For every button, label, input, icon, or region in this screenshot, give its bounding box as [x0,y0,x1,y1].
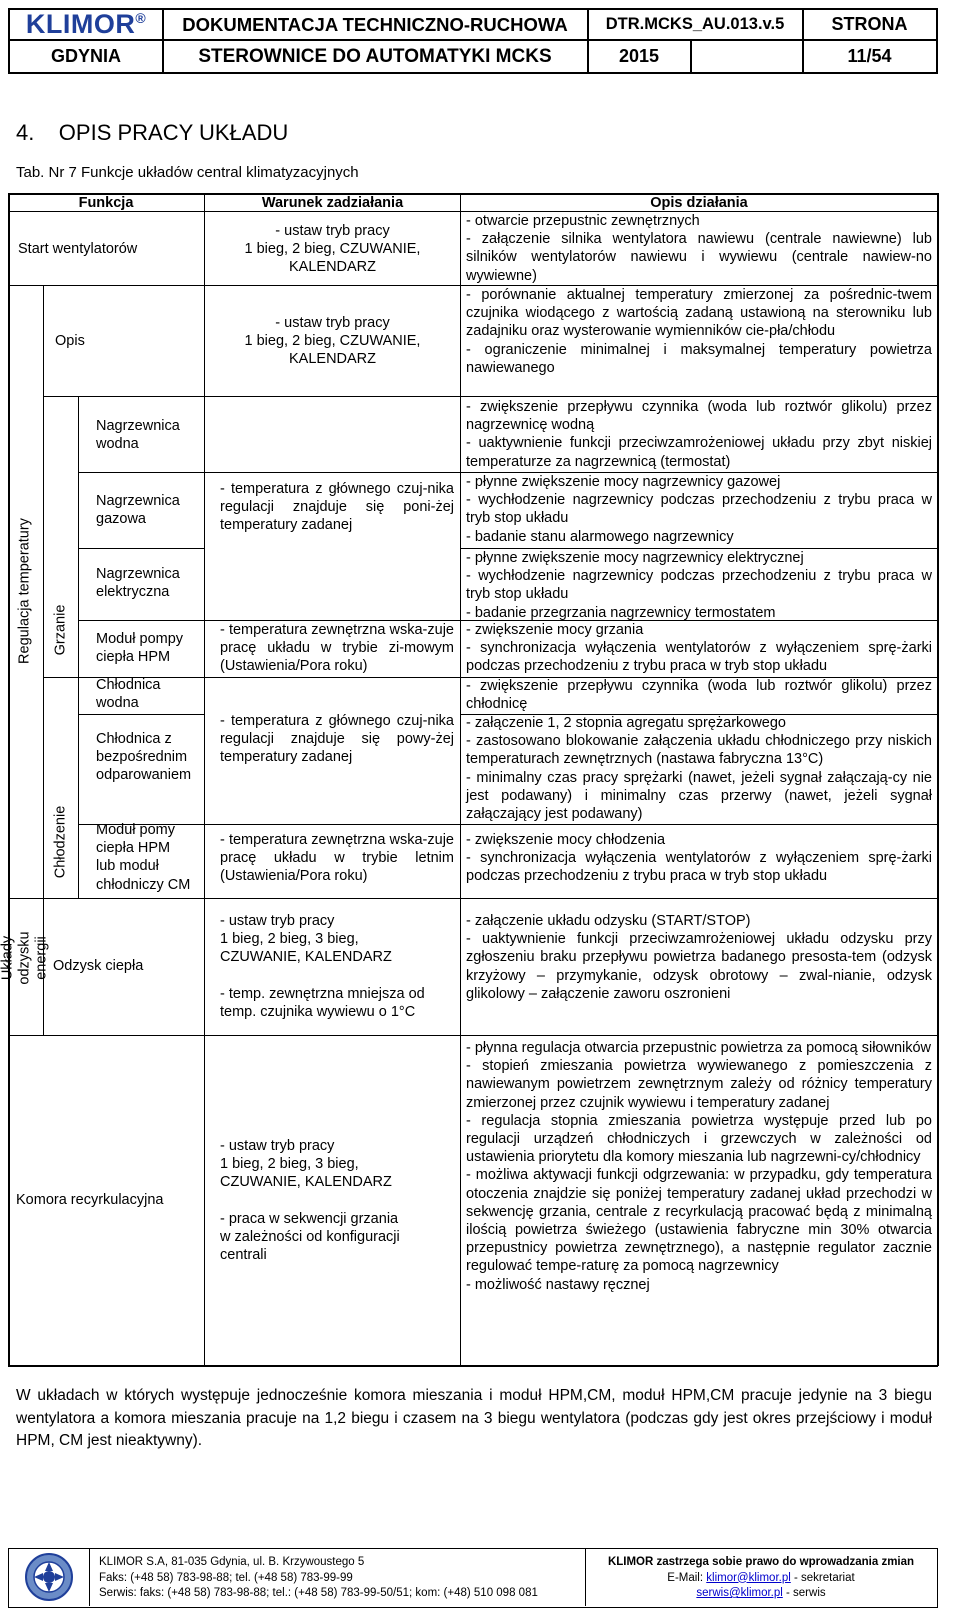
email-link-serwis[interactable]: serwis@klimor.pl [696,1587,783,1599]
page-label: STRONA [831,14,908,34]
col-header-opis: Opis działania [650,195,748,211]
row-hpm-cm-chlodzenie-condition: - temperatura zewnętrzna wska-zuje pracę układu w trybie letnim (Ustawienia/Pora roku) [220,832,454,885]
city-label: GDYNIA [50,46,121,66]
footer-serwis: Serwis: faks: (+48 58) 783-98-88; tel.: (+48 58) 783-99-50/51; kom: (+48) 510 098 081 [99,1587,538,1599]
row-odzysk-condition: - ustaw tryb pracy 1 bieg, 2 bieg, 3 bieg, CZUWANIE, KALENDARZ - temp. zewnętrzna mniejsza od temp. czujnika wywiewu o 1°C [220,913,425,1021]
row-opis-name: Opis [55,333,85,349]
document-header [8,8,938,74]
row-nagrzewnica-elektryczna-description: - płynne zwiększenie mocy nagrzewnicy elektrycznej - wychłodzenie nagrzewnicy podczas przechodzeniu z trybu praca w tryb stop układu - badanie przegrzania nagrzewnicy termostatem [466,550,932,621]
footer-rights: KLIMOR zastrzega sobie prawo do wprowadzania zmian [607,1556,915,1568]
condition-grzanie: - temperatura z głównego czuj-nika regulacji znajduje się poni-żej temperatury zadanej [220,481,454,534]
condition-chlodzenie: - temperatura z głównego czuj-nika regulacji znajduje się powy-żej temperatury zadanej [220,713,454,766]
footer-email-label: E-Mail: [667,1571,704,1584]
footer-right [586,1555,936,1602]
footer-address: KLIMOR S.A, 81-035 Gdynia, ul. B. Krzywoustego 5 [99,1556,365,1568]
section-title: 4. OPIS PRACY UKŁADU [16,120,289,145]
doc-title: DOKUMENTACJA TECHNICZNO-RUCHOWA [182,13,568,35]
row-nagrzewnica-wodna-name: Nagrzewnica wodna [96,418,180,453]
note-paragraph: W układach w których występuje jednocześnie komora mieszania i moduł HPM,CM, moduł HPM,CM pracuje jedynie na 3 biegu wentylatora a komora mieszania pracuje na 1,2 biegu i czasem na 3 biegu wentylatora (podczas gdy jest okres przejściowy i moduł HPM, CM jest nieaktywny). [16,1387,932,1449]
row-odzysk-description: - załączenie układu odzysku (START/STOP) - uaktywnienie funkcji przeciwzamrożeniowej układu odzysku przy zgłoszeniu braku przepływu powietrza badanego presosta-tem (odzysk krzyżowy – przymykanie, odzysk obrotowy – zwal-nianie, odzysk glikolowy – załączenie zaworu oszronieni [466,913,932,1002]
document-footer [8,1548,938,1608]
row-nagrzewnica-elektryczna-name: Nagrzewnica elektryczna [96,566,180,601]
row-nagrzewnica-gazowa-description: - płynne zwiększenie mocy nagrzewnicy gazowej - wychłodzenie nagrzewnicy podczas przechodzeniu z trybu praca w tryb stop układu - badanie stanu alarmowego nagrzewnicy [466,474,932,545]
col-header-warunek: Warunek zadziałania [261,195,404,211]
row-start-name: Start wentylatorów [18,241,138,257]
row-hpm-grzanie-condition: - temperatura zewnętrzna wska-zuje pracę układu w trybie zi-mowym (Ustawienia/Pora roku) [220,622,454,675]
row-komora-name: Komora recyrkulacyjna [16,1192,164,1208]
email-link-sekretariat[interactable]: klimor@klimor.pl [706,1571,791,1584]
row-chlodnica-bezposrednia-name: Chłodnica z bezpośrednim odparowaniem [96,731,192,784]
row-komora-description: - płynna regulacja otwarcia przepustnic powietrza za pomocą siłowników - stopień zmieszania powietrza wywiewanego z pomieszczenia z nawiewanym powietrzem zewnętrznym zależy od różnicy temperatury zmierzonej przez czujnik wywiewu i temperatury zadanej - regulacja stopnia zmieszania powietrza występuje przed lub po regulacji urządzeń chłodniczych i grzewczych w zależności od ustawienia priorytetu dla komory mieszania lub nagrzewni-cy/chłodnicy - możliwa aktywacji funkcji odgrzewania: w przypadku, gdy temperatura otoczenia znajdzie się poniżej temperatury zadanej układ przechodzi w sekwencję grzania, centrale z recyrkulacją pracować będą z minimalną ilością powietrza świeżego (ustawienia fabryczne min 30% otwarcia przepustnicy powietrza zewnętrznego), a następnie regulator zacznie regulować tempe-raturę za pomocą nagrzewnicy - możliwość nastawy ręcznej [466,1040,932,1293]
row-chlodnica-wodna-description: - zwiększenie przepływu czynnika (woda lub roztwór glikolu) przez chłodnicę [466,678,932,713]
table-caption: Tab. Nr 7 Funkcje układów central klimatyzacyjnych [16,164,359,181]
doc-code: DTR.MCKS_AU.013.v.5 [605,15,785,33]
row-odzysk-name: Odzysk ciepła [53,958,144,974]
col-header-funkcja: Funkcja [78,195,134,211]
row-opis-condition: - ustaw tryb pracy 1 bieg, 2 bieg, CZUWANIE, KALENDARZ [244,315,421,368]
row-nagrzewnica-wodna-description: - zwiększenie przepływu czynnika (woda lub roztwór glikolu) przez nagrzewnicę wodną - uaktywnienie funkcji przeciwzamrożeniowej układu przy zbyt niskiej temperaturze za nagrzewnicą (termostat) [466,399,932,470]
doc-subtitle: STEROWNICE DO AUTOMATYKI MCKS [198,45,552,67]
year-label: 2015 [618,46,660,66]
page-number: 11/54 [847,46,892,66]
row-hpm-cm-chlodzenie-name: Moduł pomy ciepła HPM lub moduł chłodniczy CM [96,822,191,893]
row-start-condition: - ustaw tryb pracy 1 bieg, 2 bieg, CZUWANIE, KALENDARZ [244,223,421,276]
row-nagrzewnica-gazowa-name: Nagrzewnica gazowa [96,493,180,528]
footer-contact [99,1555,579,1602]
row-komora-condition: - ustaw tryb pracy 1 bieg, 2 bieg, 3 bieg, CZUWANIE, KALENDARZ - praca w sekwencji grzania w zależności od konfiguracji centrali [220,1138,400,1264]
row-opis-description: - porównanie aktualnej temperatury zmierzonej za pośrednic-twem czujnika wiodącego z wartością zadaną ustawioną na sterowniku lub zadajniku oraz wysterowanie wymienników cie-pła/chłodu - ograniczenie minimalnej i maksymalnej temperatury powietrza nawiewanego [466,287,932,376]
footer-email2-suffix: - serwis [782,1587,826,1599]
row-hpm-grzanie-name: Moduł pompy ciepła HPM [96,631,184,666]
row-hpm-grzanie-description: - zwiększenie mocy grzania - synchronizacja wyłączenia wentylatorów z wyłączeniem sprę-żarki podczas przechodzeniu z trybu praca w tryb stop układu [466,622,932,675]
row-chlodnica-bezposrednia-description: - załączenie 1, 2 stopnia agregatu sprężarkowego - zastosowano blokowanie załączenia układu chłodniczego przy niskich temperaturach zewnętrznych (nastawa fabryczna 13°C) - minimalny czas pracy sprężarki (nawet, jeżeli sygnał załączają-cy nie jest podawany) i minimalny czas przerwy (nawet, jeżeli sygnał załączający jest podawany) [466,715,932,823]
footer-email1-suffix: - sekretariat [790,1571,855,1584]
company-logo: KLIMOR® [25,9,147,39]
row-start-description: - otwarcie przepustnic zewnętrznych - załączenie silnika wentylatora nawiewu (centrale nawiewne) lub silników wentylatorów nawiewu i wywiewu (centrale nawiew-no wywiewne) [466,213,932,284]
row-hpm-cm-chlodzenie-description: - zwiększenie mocy chłodzenia - synchronizacja wyłączenia wentylatorów z wyłączeniem sprę-żarki podczas przechodzeniu z trybu praca w tryb stop układu [466,832,932,885]
footer-fax: Faks: (+48 58) 783-98-88; tel. (+48 58) 783-99-99 [99,1571,353,1584]
company-emblem [13,1551,85,1603]
row-chlodnica-wodna-name: Chłodnica wodna [96,677,161,712]
